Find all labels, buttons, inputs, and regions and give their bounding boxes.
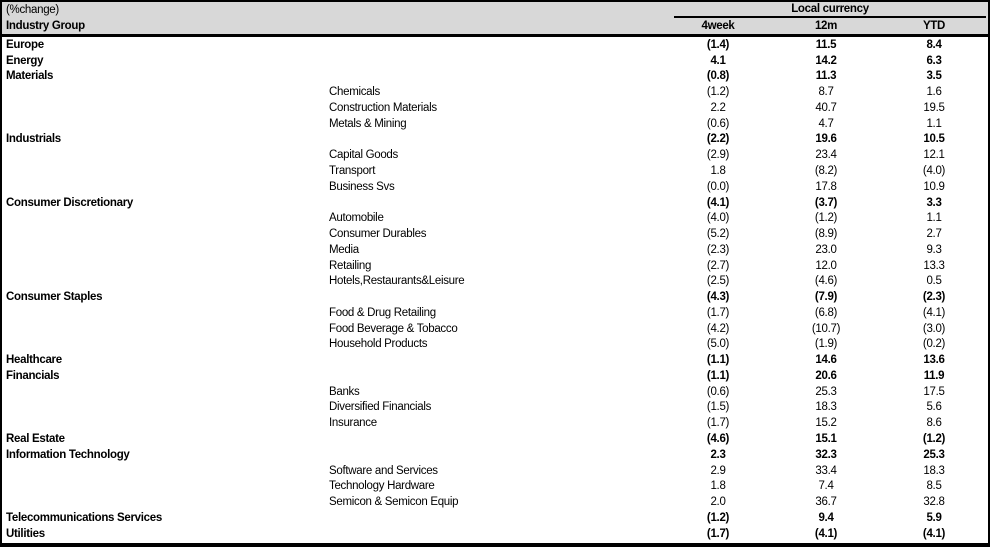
cell-12m: 15.1	[815, 433, 837, 446]
row-label: Software and Services	[329, 464, 438, 477]
row-label: Household Products	[329, 338, 428, 351]
cell-12m: 4.7	[818, 117, 834, 130]
cell-ytd: 11.9	[923, 369, 945, 382]
table-row	[2, 163, 988, 179]
table-row	[2, 69, 988, 85]
cell-ytd: 10.5	[923, 133, 945, 146]
cell-ytd: 17.5	[923, 385, 945, 398]
row-label: Technology Hardware	[329, 480, 435, 493]
row-label: Food Beverage & Tobacco	[329, 322, 458, 335]
cell-12m: (8.9)	[814, 228, 838, 241]
table-body	[2, 37, 988, 542]
cell-ytd: 3.5	[926, 70, 942, 83]
cell-ytd: (2.3)	[922, 291, 946, 304]
cell-ytd: 8.6	[926, 417, 942, 430]
cell-12m: 19.6	[815, 133, 837, 146]
cell-12m: (4.6)	[814, 275, 838, 288]
cell-12m: 8.7	[818, 86, 834, 99]
table-row	[2, 478, 988, 494]
table-row	[2, 242, 988, 258]
cell-ytd: 8.4	[926, 38, 942, 51]
cell-ytd: (0.2)	[922, 338, 946, 351]
cell-12m: 36.7	[815, 496, 837, 509]
table-row	[2, 384, 988, 400]
table-row	[2, 352, 988, 368]
row-label: Financials	[6, 369, 60, 382]
cell-12m: 20.6	[815, 369, 837, 382]
cell-12m: 11.3	[815, 70, 837, 83]
cell-12m: 32.3	[815, 448, 837, 461]
cell-12m: (1.9)	[814, 338, 838, 351]
cell-ytd: 6.3	[926, 54, 942, 67]
row-label: Telecommunications Services	[6, 511, 162, 524]
cell-ytd: 2.7	[926, 228, 942, 241]
table-row	[2, 526, 988, 542]
cell-4week: (1.7)	[706, 417, 730, 430]
cell-ytd: 12.1	[923, 149, 945, 162]
cell-4week: (1.1)	[706, 354, 730, 367]
cell-ytd: 8.5	[926, 480, 942, 493]
cell-4week: 2.0	[710, 496, 726, 509]
table-row	[2, 400, 988, 416]
cell-4week: (0.0)	[706, 180, 730, 193]
cell-4week: 2.9	[710, 464, 726, 477]
cell-12m: 11.5	[815, 38, 837, 51]
cell-4week: (4.6)	[706, 433, 730, 446]
row-label: Diversified Financials	[329, 401, 432, 414]
cell-4week: (2.9)	[706, 149, 730, 162]
table-row	[2, 147, 988, 163]
table-row	[2, 258, 988, 274]
table-row	[2, 116, 988, 132]
cell-12m: (7.9)	[814, 291, 838, 304]
cell-ytd: 10.9	[923, 180, 945, 193]
cell-ytd: (4.1)	[922, 306, 946, 319]
row-label: Food & Drug Retailing	[329, 306, 436, 319]
cell-ytd: (4.1)	[922, 527, 946, 540]
cell-ytd: 5.6	[926, 401, 942, 414]
cell-12m: (3.7)	[814, 196, 838, 209]
cell-4week: (5.2)	[706, 228, 730, 241]
cell-12m: 33.4	[815, 464, 837, 477]
cell-4week: 4.1	[710, 54, 726, 67]
table-row	[2, 494, 988, 510]
column-header-4week: 4week	[701, 20, 735, 32]
cell-ytd: 0.5	[926, 275, 942, 288]
cell-4week: (1.7)	[706, 306, 730, 319]
cell-4week: (2.5)	[706, 275, 730, 288]
row-label: Insurance	[329, 417, 377, 430]
cell-4week: (1.4)	[706, 38, 730, 51]
cell-ytd: 3.3	[926, 196, 942, 209]
row-label: Consumer Durables	[329, 228, 427, 241]
table-row	[2, 84, 988, 100]
cell-ytd: 19.5	[923, 101, 945, 114]
percent-change-label: (%change)	[6, 4, 59, 16]
cell-12m: (10.7)	[811, 322, 841, 335]
row-label: Metals & Mining	[329, 117, 407, 130]
cell-ytd: (4.0)	[922, 165, 946, 177]
table-row	[2, 510, 988, 526]
cell-4week: (4.1)	[706, 196, 730, 209]
table-row	[2, 53, 988, 69]
column-header-ytd: YTD	[922, 20, 946, 32]
table-row	[2, 226, 988, 242]
cell-12m: 17.8	[815, 180, 837, 193]
cell-4week: (0.6)	[706, 117, 730, 130]
cell-ytd: 25.3	[923, 448, 945, 461]
table-row	[2, 100, 988, 116]
row-label: Industrials	[6, 133, 61, 146]
row-label: Chemicals	[329, 86, 380, 99]
cell-4week: 2.2	[710, 101, 726, 114]
cell-12m: 14.6	[815, 354, 837, 367]
row-label: Hotels,Restaurants&Leisure	[329, 275, 465, 288]
cell-4week: (4.0)	[706, 212, 730, 225]
cell-ytd: 1.6	[926, 86, 942, 99]
table-row	[2, 321, 988, 337]
row-label: Europe	[6, 38, 44, 51]
cell-ytd: 13.3	[923, 259, 945, 272]
cell-12m: 23.4	[815, 149, 837, 162]
table-row	[2, 368, 988, 384]
table-row	[2, 463, 988, 479]
row-label: Business Svs	[329, 180, 395, 193]
cell-12m: (4.1)	[814, 527, 838, 540]
cell-4week: (4.2)	[706, 322, 730, 335]
cell-12m: (1.2)	[814, 212, 838, 225]
row-label: Consumer Staples	[6, 291, 103, 304]
cell-4week: (0.6)	[706, 385, 730, 398]
cell-ytd: 18.3	[923, 464, 945, 477]
row-label: Retailing	[329, 259, 372, 272]
row-label: Media	[329, 243, 359, 256]
table-row	[2, 447, 988, 463]
cell-12m: 25.3	[815, 385, 837, 398]
table-row	[2, 37, 988, 53]
cell-4week: 1.8	[710, 480, 726, 493]
local-currency-spanner: Local currency	[674, 3, 986, 18]
table-row	[2, 337, 988, 353]
cell-ytd: 1.1	[926, 212, 942, 225]
cell-12m: 23.0	[815, 243, 837, 256]
table-row	[2, 210, 988, 226]
column-header-12m: 12m	[814, 20, 838, 32]
table-row	[2, 195, 988, 211]
cell-ytd: 5.9	[926, 511, 942, 524]
row-label: Automobile	[329, 212, 384, 225]
row-label: Transport	[329, 165, 376, 177]
table-row	[2, 179, 988, 195]
row-label: Real Estate	[6, 433, 65, 446]
industry-group-header: Industry Group	[6, 20, 85, 32]
cell-ytd: 1.1	[926, 117, 942, 130]
cell-12m: (8.2)	[814, 165, 838, 177]
cell-4week: (2.7)	[706, 259, 730, 272]
table-header	[2, 2, 988, 37]
cell-12m: 7.4	[818, 480, 834, 493]
cell-12m: 15.2	[815, 417, 837, 430]
cell-ytd: (3.0)	[922, 322, 946, 335]
cell-12m: 18.3	[815, 401, 837, 414]
cell-4week: (1.1)	[706, 369, 730, 382]
header-row-currency	[2, 2, 988, 18]
cell-4week: (5.0)	[706, 338, 730, 351]
row-label: Capital Goods	[329, 149, 398, 162]
row-label: Healthcare	[6, 354, 62, 367]
row-label: Banks	[329, 385, 360, 398]
cell-4week: 1.8	[710, 165, 726, 177]
cell-ytd: 13.6	[923, 354, 945, 367]
cell-ytd: (1.2)	[922, 433, 946, 446]
cell-ytd: 32.8	[923, 496, 945, 509]
row-label: Utilities	[6, 527, 45, 540]
table-row	[2, 431, 988, 447]
column-headers	[664, 20, 988, 32]
table-row	[2, 415, 988, 431]
table-row	[2, 132, 988, 148]
header-row-columns	[2, 18, 988, 34]
cell-12m: 14.2	[815, 54, 837, 67]
row-label: Consumer Discretionary	[6, 196, 133, 209]
row-label: Materials	[6, 70, 54, 83]
row-label: Information Technology	[6, 448, 130, 461]
table-row	[2, 305, 988, 321]
cell-4week: (2.3)	[706, 243, 730, 256]
row-label: Semicon & Semicon Equip	[329, 496, 459, 509]
row-label: Construction Materials	[329, 101, 437, 114]
cell-4week: (4.3)	[706, 291, 730, 304]
table-row	[2, 289, 988, 305]
cell-12m: (6.8)	[814, 306, 838, 319]
cell-12m: 9.4	[818, 511, 834, 524]
table-row	[2, 273, 988, 289]
cell-4week: 2.3	[710, 448, 726, 461]
cell-ytd: 9.3	[926, 243, 942, 256]
cell-4week: (1.5)	[706, 401, 730, 414]
cell-4week: (2.2)	[706, 133, 730, 146]
cell-12m: 40.7	[815, 101, 837, 114]
cell-4week: (0.8)	[706, 70, 730, 83]
row-label: Energy	[6, 54, 44, 67]
cell-4week: (1.2)	[706, 511, 730, 524]
cell-12m: 12.0	[815, 259, 837, 272]
cell-4week: (1.2)	[706, 86, 730, 99]
cell-4week: (1.7)	[706, 527, 730, 540]
